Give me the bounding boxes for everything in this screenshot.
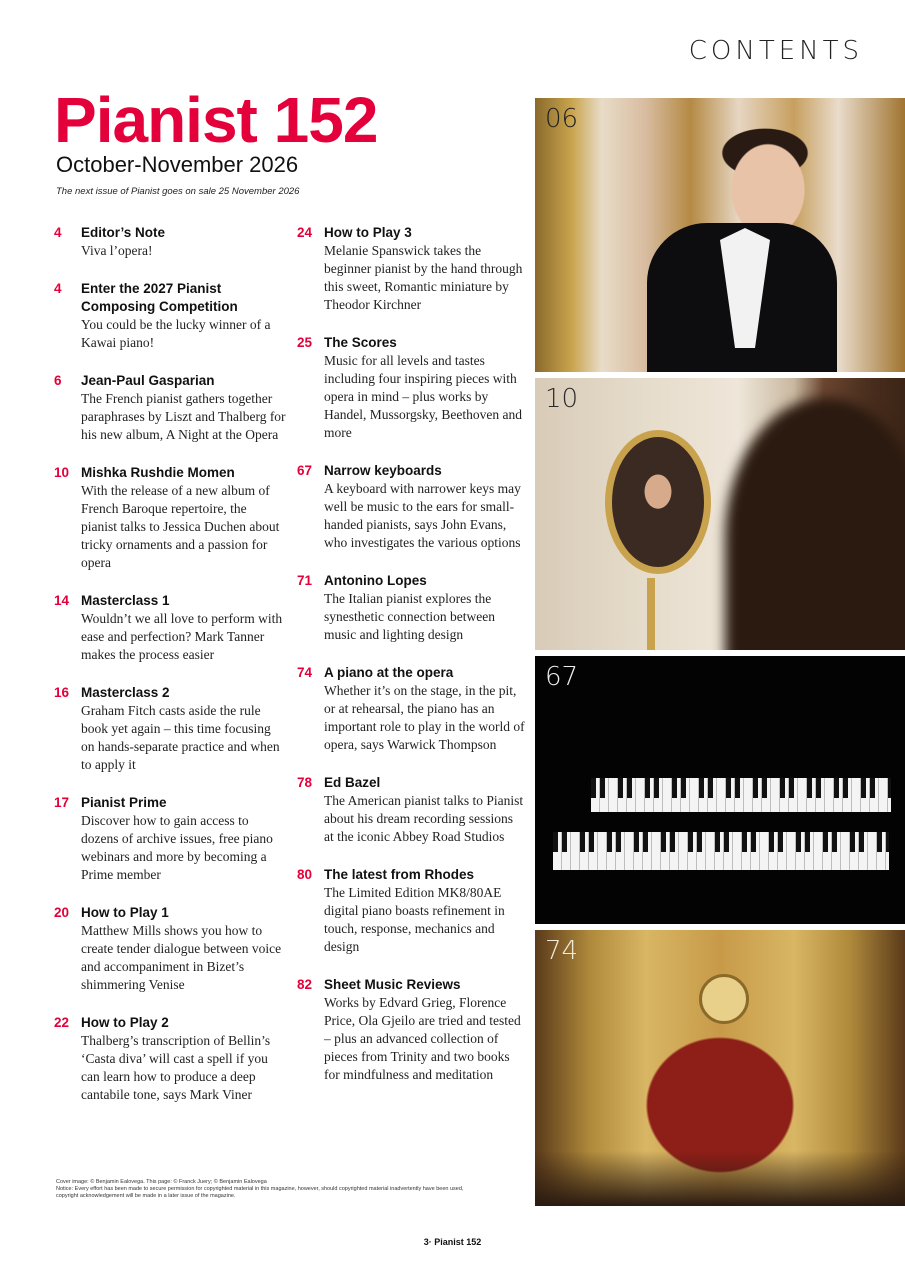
- keyboard-shape: [553, 832, 889, 870]
- page-number: 74: [297, 665, 313, 680]
- entry-title: Masterclass 1: [81, 593, 170, 608]
- entry-description: The Italian pianist explores the synesthetic connection between music and lighting design: [324, 591, 495, 642]
- entry-title: Sheet Music Reviews: [324, 977, 461, 992]
- contents-column-left: [54, 224, 286, 1104]
- contents-entry[interactable]: [54, 464, 286, 572]
- entry-description: With the release of a new album of French Baroque repertoire, the pianist talks to Jessica Duchen about tricky ornaments and a passion for opera: [81, 483, 280, 570]
- entry-title: Ed Bazel: [324, 775, 381, 790]
- entry-description: Discover how to gain access to dozens of archive issues, free piano webinars and more by becoming a Prime member: [81, 813, 273, 882]
- entry-description: Whether it’s on the stage, in the pit, or at rehearsal, the piano has an important role to play in the world of opera, says Warwick Thompson: [324, 683, 525, 752]
- entry-title: The Scores: [324, 335, 397, 350]
- entry-title: Enter the 2027 Pianist Composing Competition: [81, 281, 238, 314]
- page-number: 10: [54, 465, 70, 480]
- entry-description: Melanie Spanswick takes the beginner pianist by the hand through this sweet, Romantic miniature by Theodor Kirchner: [324, 243, 523, 312]
- mirror-shape: [605, 430, 711, 574]
- contents-entry[interactable]: [297, 462, 525, 552]
- page-number: 4: [54, 281, 62, 296]
- page-number: 6: [54, 373, 62, 388]
- page-number: 78: [297, 775, 313, 790]
- entry-description: You could be the lucky winner of a Kawai piano!: [81, 317, 271, 350]
- entry-title: Mishka Rushdie Momen: [81, 465, 235, 480]
- contents-entry[interactable]: [54, 904, 286, 994]
- entry-title: The latest from Rhodes: [324, 867, 475, 882]
- contents-entry[interactable]: [54, 794, 286, 884]
- entry-title: How to Play 3: [324, 225, 412, 240]
- entry-description: The French pianist gathers together paraphrases by Liszt and Thalberg for his new album, A Night at the Opera: [81, 391, 286, 442]
- contents-entry[interactable]: [297, 224, 525, 314]
- contents-entry[interactable]: [54, 684, 286, 774]
- photo-page-number: 74: [545, 936, 579, 966]
- page-number: 17: [54, 795, 70, 810]
- entry-description: Works by Edvard Grieg, Florence Price, Ola Gjeilo are tried and tested – plus an advanced collection of pieces from Trinity and two books for mindfulness and meditation: [324, 995, 521, 1082]
- mirror-portrait-photo[interactable]: [535, 378, 905, 650]
- page-number: 71: [297, 573, 313, 588]
- page-number: 20: [54, 905, 70, 920]
- page-number: 80: [297, 867, 313, 882]
- contents-entry[interactable]: [297, 774, 525, 846]
- photo-page-number: 67: [545, 662, 579, 692]
- on-sale-note: The next issue of Pianist goes on sale 25 November 2026: [56, 186, 300, 197]
- contents-entry[interactable]: [54, 280, 286, 352]
- page-number: 4: [54, 225, 62, 240]
- entry-description: The Limited Edition MK8/80AE digital piano boasts refinement in touch, response, mechanics and design: [324, 885, 505, 954]
- contents-entry[interactable]: [54, 372, 286, 444]
- section-label: CONTENTS: [688, 36, 863, 66]
- entry-description: Viva l’opera!: [81, 243, 153, 258]
- magazine-title: Pianist 152: [54, 84, 378, 156]
- entry-description: Music for all levels and tastes including four inspiring pieces with opera in mind – plus works by Handel, Mussorgsky, Beethoven and more: [324, 353, 522, 440]
- page-number: 82: [297, 977, 313, 992]
- entry-description: Graham Fitch casts aside the rule book yet again – this time focusing on hands-separate practice and when to apply it: [81, 703, 280, 772]
- entry-title: How to Play 1: [81, 905, 169, 920]
- contents-entry[interactable]: [297, 334, 525, 442]
- entry-title: Editor’s Note: [81, 225, 166, 240]
- opera-house-photo[interactable]: [535, 930, 905, 1206]
- page-folio: 3· Pianist 152: [423, 1237, 482, 1247]
- contents-entry[interactable]: [54, 224, 286, 260]
- entry-title: Narrow keyboards: [324, 463, 442, 478]
- contents-entry[interactable]: [54, 1014, 286, 1104]
- page-number: 24: [297, 225, 313, 240]
- entry-description: A keyboard with narrower keys may well be music to the ears for small-handed pianists, says John Evans, who investigates the various options: [324, 481, 521, 550]
- entry-description: The American pianist talks to Pianist about his dream recording sessions at the iconic Abbey Road Studios: [324, 793, 524, 844]
- contents-entry[interactable]: [54, 592, 286, 664]
- photo-page-number: 10: [545, 384, 579, 414]
- clock-shape: [699, 974, 749, 1024]
- mirror-stand-shape: [647, 578, 655, 650]
- page-number: 25: [297, 335, 313, 350]
- entry-title: Pianist Prime: [81, 795, 167, 810]
- pianist-portrait-photo[interactable]: [535, 98, 905, 372]
- entry-title: Antonino Lopes: [324, 573, 427, 588]
- contents-column-right: [297, 224, 525, 1084]
- entry-title: A piano at the opera: [324, 665, 454, 680]
- entry-title: How to Play 2: [81, 1015, 169, 1030]
- copyright-notice: Notice: Every effort has been made to secure permission for copyrighted material in this magazine, however, should copyrighted material inadvertently have been used, copyright acknowledgement will be made in a later issue of the magazine.: [56, 1186, 464, 1199]
- contents-entry[interactable]: [297, 572, 525, 644]
- contents-entry[interactable]: [297, 664, 525, 754]
- page-number: 14: [54, 593, 70, 608]
- photo-credits: [56, 1179, 476, 1200]
- entry-description: Thalberg’s transcription of Bellin’s ‘Casta diva’ will cast a spell if you can learn how to produce a deep cantabile tone, says Mark Viner: [81, 1033, 271, 1102]
- issue-date: October-November 2026: [56, 152, 299, 177]
- photo-page-number: 06: [545, 104, 579, 134]
- page-number: 22: [54, 1015, 70, 1030]
- entry-title: Jean-Paul Gasparian: [81, 373, 215, 388]
- credits-line: Cover image: © Benjamin Ealovega. This page: © Franck Juery; © Benjamin Ealovega: [56, 1179, 267, 1185]
- contents-entry[interactable]: [297, 976, 525, 1084]
- entry-description: Matthew Mills shows you how to create tender dialogue between voice and accompaniment in Bizet’s shimmering Venise: [81, 923, 282, 992]
- keyboards-photo[interactable]: [535, 656, 905, 924]
- hair-shape: [725, 398, 905, 650]
- keyboard-shape: [591, 778, 891, 812]
- contents-entry[interactable]: [297, 866, 525, 956]
- page-number: 67: [297, 463, 313, 478]
- entry-title: Masterclass 2: [81, 685, 170, 700]
- entry-description: Wouldn’t we all love to perform with ease and perfection? Mark Tanner makes the process easier: [81, 611, 283, 662]
- page-number: 16: [54, 685, 70, 700]
